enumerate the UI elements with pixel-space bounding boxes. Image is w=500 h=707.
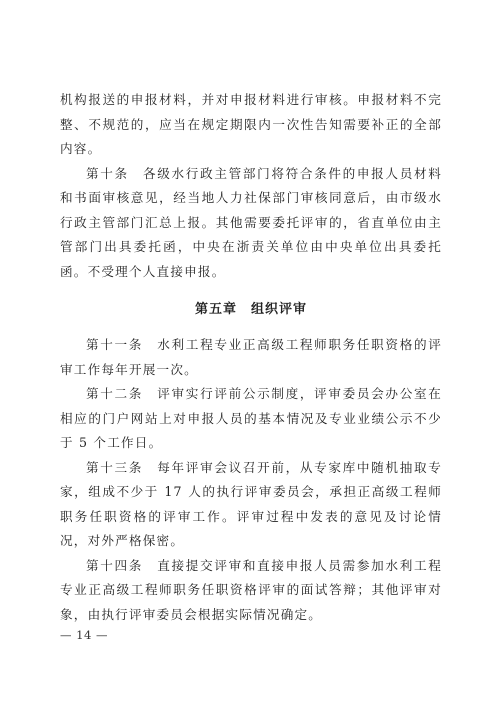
paragraph-article-14: 第十四条 直接提交评审和直接申报人员需参加水利工程专业正高级工程师职务任职资格评审的面试答辩；其他评审对象，由执行评审委员会根据实际情况确定。 — [60, 557, 442, 622]
document-page — [60, 88, 442, 627]
paragraph-continuation: 机构报送的申报材料，并对申报材料进行审核。申报材料不完整、不规范的，应当在规定期限内一次性告知需要补正的全部内容。 — [60, 92, 442, 156]
paragraph-article-11: 第十一条 水利工程专业正高级工程师职务任职资格的评审工作每年开展一次。 — [60, 337, 442, 377]
chapter-title: 第五章 组织评审 — [194, 302, 307, 317]
paragraph-article-13: 第十三条 每年评审会议召开前，从专家库中随机抽取专家，组成不少于 17 人的执行评审委员会，承担正高级工程师职务任职资格的评审工作。评审过程中发表的意见及讨论情况，对外严格保密。 — [60, 459, 442, 548]
page-number: — 14 — — [60, 628, 108, 642]
paragraph-article-10: 第十条 各级水行政主管部门将符合条件的申报人员材料和书面审核意见，经当地人力社保部门审核同意后，由市级水行政主管部门汇总上报。其他需要委托评审的，省直单位由主管部门出具委托函，中央在浙责关单位由中央单位出具委托函。不受理个人直接申报。 — [60, 165, 442, 279]
paragraph-article-12: 第十二条 评审实行评前公示制度，评审委员会办公室在相应的门户网站上对申报人员的基本情况及专业业绩公示不少于 5 个工作日。 — [60, 386, 442, 450]
